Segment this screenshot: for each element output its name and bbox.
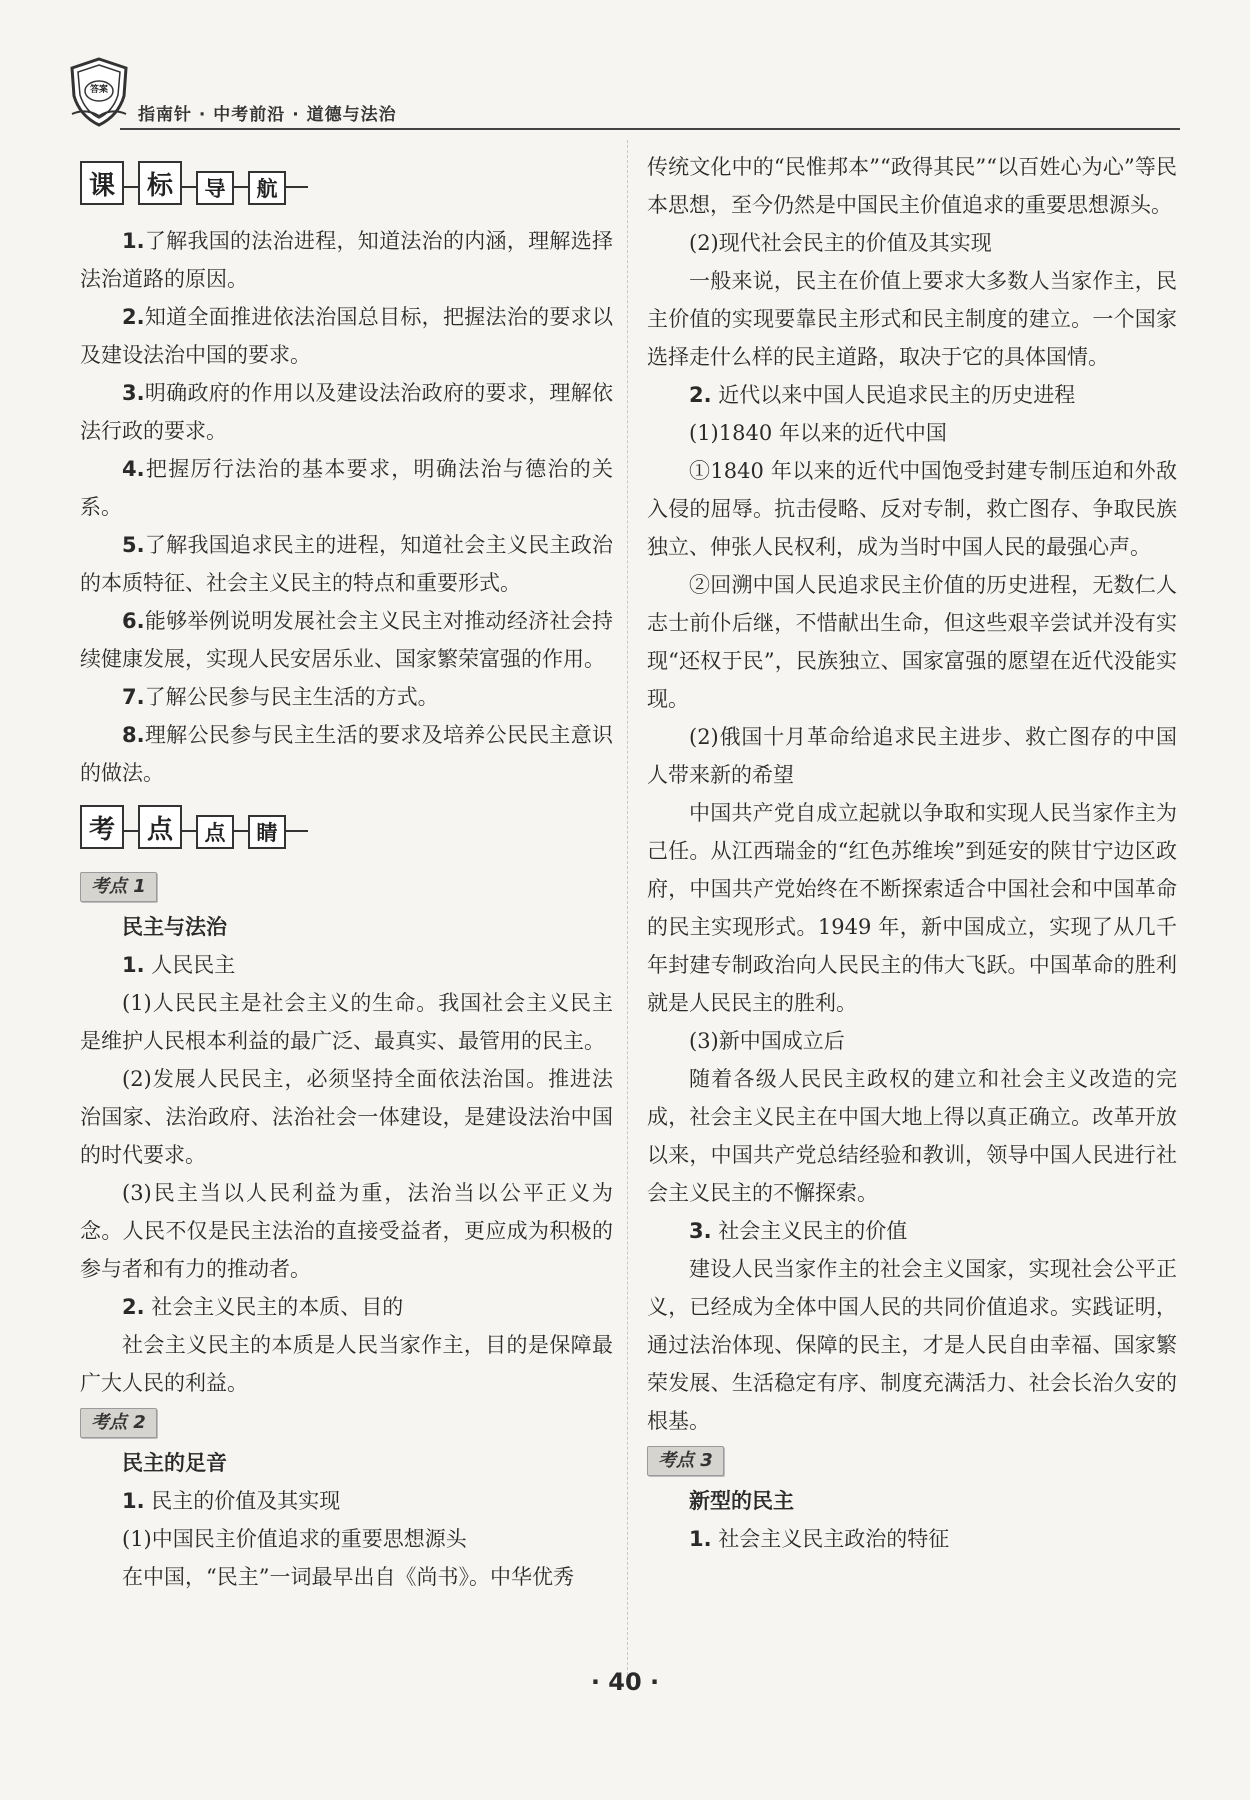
paragraph: 社会主义民主的本质是人民当家作主，目的是保障最广大人民的利益。 [80,1333,613,1395]
banner-char: 导 [196,171,234,205]
paragraph: 随着各级人民民主政权的建立和社会主义改造的完成，社会主义民主在中国大地上得以真正确立。改革开放以来，中国共产党总结经验和教训，领导中国人民进行社会主义民主的不懈探索。 [647,1067,1177,1205]
banner-char: 标 [138,161,182,205]
kaodian-3 [647,1440,1177,1558]
banner-char: 课 [80,161,124,205]
kaodian-1 [80,866,613,1402]
banner-char: 点 [196,815,234,849]
kaodian-title: 民主的足音 [122,1451,227,1475]
goal-item: 6.能够举例说明发展社会主义民主对推动经济社会持续健康发展，实现人民安居乐业、国家繁荣富强的作用。 [80,609,613,671]
header-rule [120,128,1180,130]
paragraph: 建设人民当家作主的社会主义国家，实现社会公平正义，已经成为全体中国人民的共同价值追求。实践证明，通过法治体现、保障的民主，才是人民自由幸福、国家繁荣发展、生活稳定有序、制度充满活力、社会长治久安的根基。 [647,1257,1177,1433]
logo-text: 答案 [89,85,108,95]
paragraph: (1)1840 年以来的近代中国 [689,421,947,445]
goals-list [80,222,613,792]
paragraph: (2)俄国十月革命给追求民主进步、救亡图存的中国人带来新的希望 [647,725,1177,787]
paragraph: (1)中国民主价值追求的重要思想源头 [122,1527,467,1551]
kaodian-tag: 考点 2 [80,1408,157,1438]
paragraph: (3)新中国成立后 [689,1029,845,1053]
kaodian-tag: 考点 3 [647,1446,724,1476]
goal-item: 7.了解公民参与民主生活的方式。 [122,685,439,709]
column-divider [627,140,628,1675]
page-number: · 40 · [590,1668,660,1696]
goal-item: 8.理解公民参与民主生活的要求及培养公民民主意识的做法。 [80,723,613,785]
banner-char: 点 [138,805,182,849]
banner-char: 考 [80,805,124,849]
paragraph: (2)发展人民民主，必须坚持全面依法治国。推进法治国家、法治政府、法治社会一体建设，是建设法治中国的时代要求。 [80,1067,613,1167]
goal-item: 3.明确政府的作用以及建设法治政府的要求，理解依法行政的要求。 [80,381,613,443]
paragraph: 中国共产党自成立起就以争取和实现人民当家作主为己任。从江西瑞金的“红色苏维埃”到延安的陕甘宁边区政府，中国共产党始终在不断探索适合中国社会和中国革命的民主实现形式。1949 年，新中国成立，实现了从几千年封建专制政治向人民民主的伟大飞跃。中国革命的胜利就是人民民主的胜利。 [647,801,1177,1015]
goal-item: 2.知道全面推进依法治国总目标，把握法治的要求以及建设法治中国的要求。 [80,305,613,367]
point-heading: 1. 人民民主 [122,953,236,977]
paragraph: (1)人民民主是社会主义的生命。我国社会主义民主是维护人民根本利益的最广泛、最真实、最管用的民主。 [80,991,613,1053]
point-heading: 1. 社会主义民主政治的特征 [689,1527,950,1551]
paragraph: ①1840 年以来的近代中国饱受封建专制压迫和外敌入侵的屈辱。抗击侵略、反对专制，救亡图存、争取民族独立、伸张人民权利，成为当时中国人民的最强心声。 [647,459,1177,559]
paragraph: ②回溯中国人民追求民主价值的历史进程，无数仁人志士前仆后继，不惜献出生命，但这些艰辛尝试并没有实现“还权于民”，民族独立、国家富强的愿望在近代没能实现。 [647,573,1177,711]
left-column [80,148,613,1596]
point-heading: 1. 民主的价值及其实现 [122,1489,341,1513]
kaodian-tag: 考点 1 [80,872,157,902]
point-heading: 2. 社会主义民主的本质、目的 [122,1295,404,1319]
goal-item: 4.把握厉行法治的基本要求，明确法治与德治的关系。 [80,457,613,519]
banner-char: 航 [248,171,286,205]
paragraph: 传统文化中的“民惟邦本”“政得其民”“以百姓心为心”等民本思想，至今仍然是中国民主价值追求的重要思想源头。 [647,155,1177,217]
goal-item: 1.了解我国的法治进程，知道法治的内涵，理解选择法治道路的原因。 [80,229,613,291]
paragraph: 在中国，“民主”一词最早出自《尚书》。中华优秀 [122,1565,574,1589]
kaodian-2 [80,1402,613,1596]
kaodian-title: 民主与法治 [122,915,227,939]
paragraph: (3)民主当以人民利益为重，法治当以公平正义为念。人民不仅是民主法治的直接受益者，更应成为积极的参与者和有力的推动者。 [80,1181,613,1281]
goal-item: 5.了解我国追求民主的进程，知道社会主义民主政治的本质特征、社会主义民主的特点和重要形式。 [80,533,613,595]
banner-char: 睛 [248,815,286,849]
point-heading: 3. 社会主义民主的价值 [689,1219,908,1243]
section-banner-kebiao [80,158,613,208]
paragraph: (2)现代社会民主的价值及其实现 [689,231,992,255]
section-banner-kaodian [80,802,613,852]
paragraph: 一般来说，民主在价值上要求大多数人当家作主，民主价值的实现要靠民主形式和民主制度的建立。一个国家选择走什么样的民主道路，取决于它的具体国情。 [647,269,1177,369]
point-heading: 2. 近代以来中国人民追求民主的历史进程 [689,383,1076,407]
header-title: 指南针 · 中考前沿 · 道德与法治 [138,105,397,125]
right-column [647,148,1177,1558]
kaodian-title: 新型的民主 [689,1489,794,1513]
